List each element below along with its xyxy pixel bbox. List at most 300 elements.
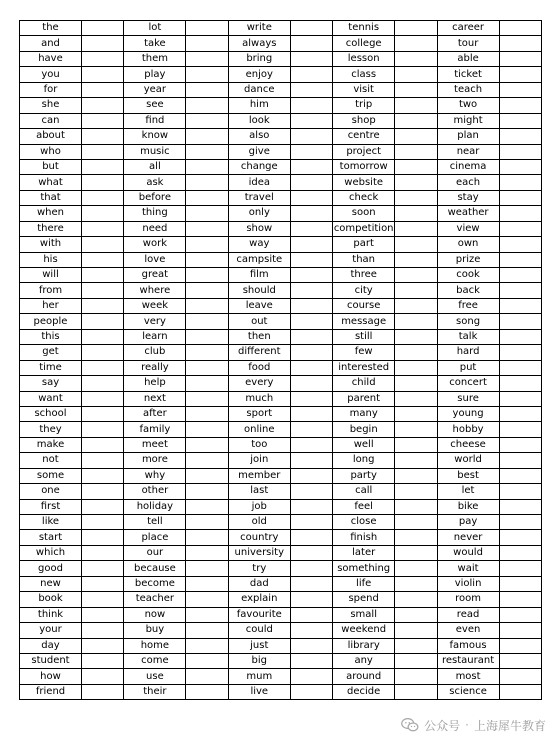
word-list-table [19, 20, 542, 700]
answer-cell [395, 98, 437, 113]
answer-cell [499, 391, 541, 406]
word-cell: one [20, 484, 82, 499]
answer-cell [499, 530, 541, 545]
answer-cell [290, 98, 332, 113]
answer-cell [82, 329, 124, 344]
answer-cell [499, 422, 541, 437]
word-cell: him [228, 98, 290, 113]
word-cell: visit [333, 82, 395, 97]
answer-cell [82, 36, 124, 51]
word-cell: ask [124, 175, 186, 190]
answer-cell [82, 561, 124, 576]
answer-cell [499, 576, 541, 591]
answer-cell [499, 206, 541, 221]
word-cell: great [124, 268, 186, 283]
answer-cell [82, 298, 124, 313]
answer-cell [395, 129, 437, 144]
word-cell: not [20, 453, 82, 468]
word-cell: come [124, 653, 186, 668]
word-cell: pay [437, 515, 499, 530]
word-cell: day [20, 638, 82, 653]
answer-cell [82, 175, 124, 190]
word-cell: play [124, 67, 186, 82]
word-cell: week [124, 298, 186, 313]
word-cell: message [333, 314, 395, 329]
word-cell: few [333, 345, 395, 360]
word-cell: able [437, 51, 499, 66]
answer-cell [499, 468, 541, 483]
answer-cell [290, 175, 332, 190]
watermark-account: 上海犀牛教育 [473, 718, 546, 733]
word-cell: check [333, 190, 395, 205]
table-row [20, 283, 542, 298]
word-cell: would [437, 545, 499, 560]
word-cell: tennis [333, 21, 395, 36]
word-cell: plan [437, 129, 499, 144]
answer-cell [395, 484, 437, 499]
answer-cell [395, 206, 437, 221]
answer-cell [499, 159, 541, 174]
word-cell: later [333, 545, 395, 560]
table-row [20, 684, 542, 699]
word-cell: three [333, 268, 395, 283]
answer-cell [395, 252, 437, 267]
word-cell: her [20, 298, 82, 313]
answer-cell [499, 653, 541, 668]
answer-cell [186, 190, 228, 205]
answer-cell [499, 684, 541, 699]
answer-cell [499, 592, 541, 607]
answer-cell [82, 113, 124, 128]
answer-cell [395, 607, 437, 622]
word-cell: country [228, 530, 290, 545]
word-cell: young [437, 406, 499, 421]
answer-cell [290, 530, 332, 545]
word-cell: restaurant [437, 653, 499, 668]
word-cell: long [333, 453, 395, 468]
word-cell: family [124, 422, 186, 437]
word-cell: wait [437, 561, 499, 576]
answer-cell [186, 283, 228, 298]
word-cell: child [333, 376, 395, 391]
table-row [20, 21, 542, 36]
table-row [20, 67, 542, 82]
answer-cell [499, 561, 541, 576]
word-cell: that [20, 190, 82, 205]
word-cell: free [437, 298, 499, 313]
answer-cell [186, 82, 228, 97]
word-cell: need [124, 221, 186, 236]
answer-cell [395, 684, 437, 699]
word-cell: party [333, 468, 395, 483]
answer-cell [186, 360, 228, 375]
word-cell: all [124, 159, 186, 174]
answer-cell [395, 36, 437, 51]
answer-cell [395, 592, 437, 607]
word-cell: member [228, 468, 290, 483]
word-cell: cinema [437, 159, 499, 174]
answer-cell [290, 113, 332, 128]
word-cell: always [228, 36, 290, 51]
answer-cell [290, 484, 332, 499]
answer-cell [499, 484, 541, 499]
word-cell: should [228, 283, 290, 298]
answer-cell [395, 453, 437, 468]
answer-cell [290, 345, 332, 360]
word-cell: she [20, 98, 82, 113]
answer-cell [395, 283, 437, 298]
wechat-icon [401, 717, 419, 733]
word-cell: campsite [228, 252, 290, 267]
table-row [20, 376, 542, 391]
word-cell: begin [333, 422, 395, 437]
word-cell: look [228, 113, 290, 128]
word-cell: most [437, 669, 499, 684]
table-row [20, 530, 542, 545]
answer-cell [499, 298, 541, 313]
answer-cell [290, 329, 332, 344]
word-cell: bring [228, 51, 290, 66]
table-row [20, 515, 542, 530]
table-row [20, 561, 542, 576]
word-cell: help [124, 376, 186, 391]
word-cell: last [228, 484, 290, 499]
word-cell: book [20, 592, 82, 607]
answer-cell [395, 515, 437, 530]
word-cell: something [333, 561, 395, 576]
answer-cell [290, 237, 332, 252]
answer-cell [186, 252, 228, 267]
answer-cell [499, 252, 541, 267]
word-cell: teacher [124, 592, 186, 607]
word-cell: his [20, 252, 82, 267]
answer-cell [499, 36, 541, 51]
answer-cell [82, 252, 124, 267]
word-cell: teach [437, 82, 499, 97]
answer-cell [395, 422, 437, 437]
word-cell: from [20, 283, 82, 298]
answer-cell [186, 437, 228, 452]
word-cell: class [333, 67, 395, 82]
answer-cell [290, 67, 332, 82]
word-cell: call [333, 484, 395, 499]
word-cell: explain [228, 592, 290, 607]
word-cell: will [20, 268, 82, 283]
answer-cell [499, 113, 541, 128]
word-cell: too [228, 437, 290, 452]
answer-cell [186, 67, 228, 82]
answer-cell [186, 206, 228, 221]
table-row [20, 484, 542, 499]
answer-cell [290, 653, 332, 668]
answer-cell [82, 607, 124, 622]
word-cell: sure [437, 391, 499, 406]
word-cell: much [228, 391, 290, 406]
answer-cell [499, 268, 541, 283]
word-cell: with [20, 237, 82, 252]
word-cell: dad [228, 576, 290, 591]
word-cell: way [228, 237, 290, 252]
answer-cell [395, 159, 437, 174]
answer-cell [290, 576, 332, 591]
word-cell: old [228, 515, 290, 530]
answer-cell [186, 98, 228, 113]
answer-cell [290, 515, 332, 530]
word-cell: who [20, 144, 82, 159]
word-cell: you [20, 67, 82, 82]
word-cell: centre [333, 129, 395, 144]
answer-cell [499, 67, 541, 82]
word-cell: next [124, 391, 186, 406]
answer-cell [290, 638, 332, 653]
word-cell: more [124, 453, 186, 468]
word-cell: room [437, 592, 499, 607]
answer-cell [82, 653, 124, 668]
answer-cell [82, 468, 124, 483]
table-row [20, 653, 542, 668]
word-cell: find [124, 113, 186, 128]
answer-cell [290, 376, 332, 391]
word-cell: shop [333, 113, 395, 128]
answer-cell [395, 669, 437, 684]
word-cell: what [20, 175, 82, 190]
word-cell: student [20, 653, 82, 668]
word-cell: cook [437, 268, 499, 283]
answer-cell [186, 484, 228, 499]
answer-cell [186, 391, 228, 406]
answer-cell [499, 144, 541, 159]
table-row [20, 576, 542, 591]
answer-cell [186, 530, 228, 545]
word-cell: every [228, 376, 290, 391]
answer-cell [290, 21, 332, 36]
answer-cell [186, 21, 228, 36]
answer-cell [499, 345, 541, 360]
table-row [20, 545, 542, 560]
answer-cell [186, 561, 228, 576]
table-row [20, 237, 542, 252]
answer-cell [290, 159, 332, 174]
answer-cell [395, 376, 437, 391]
word-cell: live [228, 684, 290, 699]
answer-cell [290, 268, 332, 283]
word-cell: still [333, 329, 395, 344]
word-cell: than [333, 252, 395, 267]
word-cell: start [20, 530, 82, 545]
word-cell: film [228, 268, 290, 283]
word-cell: school [20, 406, 82, 421]
answer-cell [186, 406, 228, 421]
table-row [20, 51, 542, 66]
word-cell: change [228, 159, 290, 174]
word-cell: good [20, 561, 82, 576]
word-cell: holiday [124, 499, 186, 514]
answer-cell [82, 545, 124, 560]
word-cell: around [333, 669, 395, 684]
table-row [20, 406, 542, 421]
table-row [20, 144, 542, 159]
answer-cell [499, 283, 541, 298]
word-list-body [20, 21, 542, 700]
answer-cell [186, 113, 228, 128]
word-cell: put [437, 360, 499, 375]
answer-cell [82, 530, 124, 545]
answer-cell [395, 360, 437, 375]
answer-cell [290, 422, 332, 437]
word-cell: join [228, 453, 290, 468]
answer-cell [186, 268, 228, 283]
answer-cell [82, 144, 124, 159]
word-cell: bike [437, 499, 499, 514]
table-row [20, 98, 542, 113]
table-row [20, 221, 542, 236]
watermark-label: 公众号 [424, 718, 461, 733]
table-row [20, 36, 542, 51]
answer-cell [395, 113, 437, 128]
word-cell: weekend [333, 623, 395, 638]
answer-cell [395, 298, 437, 313]
answer-cell [82, 684, 124, 699]
answer-cell [395, 653, 437, 668]
word-cell: decide [333, 684, 395, 699]
answer-cell [395, 175, 437, 190]
answer-cell [82, 237, 124, 252]
answer-cell [186, 607, 228, 622]
word-cell: big [228, 653, 290, 668]
answer-cell [395, 21, 437, 36]
answer-cell [82, 391, 124, 406]
word-cell: mum [228, 669, 290, 684]
answer-cell [290, 437, 332, 452]
table-row [20, 592, 542, 607]
word-cell: some [20, 468, 82, 483]
word-cell: which [20, 545, 82, 560]
answer-cell [82, 206, 124, 221]
word-cell: tomorrow [333, 159, 395, 174]
answer-cell [82, 159, 124, 174]
answer-cell [186, 298, 228, 313]
word-cell: also [228, 129, 290, 144]
word-cell: small [333, 607, 395, 622]
answer-cell [82, 268, 124, 283]
answer-cell [186, 499, 228, 514]
word-cell: they [20, 422, 82, 437]
word-cell: tour [437, 36, 499, 51]
word-cell: now [124, 607, 186, 622]
watermark [401, 714, 546, 736]
word-cell: different [228, 345, 290, 360]
word-cell: friend [20, 684, 82, 699]
table-row [20, 623, 542, 638]
word-cell: buy [124, 623, 186, 638]
answer-cell [186, 422, 228, 437]
answer-cell [82, 453, 124, 468]
word-cell: competition [333, 221, 395, 236]
word-cell: love [124, 252, 186, 267]
answer-cell [499, 437, 541, 452]
answer-cell [82, 623, 124, 638]
word-cell: library [333, 638, 395, 653]
answer-cell [395, 67, 437, 82]
answer-cell [186, 175, 228, 190]
answer-cell [186, 159, 228, 174]
answer-cell [290, 561, 332, 576]
word-cell: our [124, 545, 186, 560]
answer-cell [499, 376, 541, 391]
word-cell: write [228, 21, 290, 36]
word-cell: many [333, 406, 395, 421]
word-cell: lot [124, 21, 186, 36]
answer-cell [82, 51, 124, 66]
answer-cell [499, 607, 541, 622]
word-cell: prize [437, 252, 499, 267]
answer-cell [395, 51, 437, 66]
answer-cell [186, 129, 228, 144]
word-cell: career [437, 21, 499, 36]
word-cell: spend [333, 592, 395, 607]
table-row [20, 298, 542, 313]
word-cell: might [437, 113, 499, 128]
answer-cell [290, 298, 332, 313]
answer-cell [82, 376, 124, 391]
word-cell: stay [437, 190, 499, 205]
answer-cell [395, 638, 437, 653]
word-cell: course [333, 298, 395, 313]
answer-cell [186, 576, 228, 591]
answer-cell [290, 283, 332, 298]
answer-cell [395, 144, 437, 159]
word-cell: learn [124, 329, 186, 344]
word-cell: cheese [437, 437, 499, 452]
answer-cell [290, 129, 332, 144]
word-cell: trip [333, 98, 395, 113]
word-cell: after [124, 406, 186, 421]
answer-cell [186, 314, 228, 329]
word-cell: science [437, 684, 499, 699]
word-cell: view [437, 221, 499, 236]
word-cell: why [124, 468, 186, 483]
word-cell: the [20, 21, 82, 36]
word-cell: well [333, 437, 395, 452]
answer-cell [186, 684, 228, 699]
answer-cell [290, 623, 332, 638]
word-cell: ticket [437, 67, 499, 82]
answer-cell [395, 623, 437, 638]
answer-cell [186, 623, 228, 638]
word-cell: part [333, 237, 395, 252]
answer-cell [499, 82, 541, 97]
word-cell: parent [333, 391, 395, 406]
answer-cell [290, 82, 332, 97]
word-cell: read [437, 607, 499, 622]
answer-cell [186, 221, 228, 236]
word-cell: about [20, 129, 82, 144]
word-cell: violin [437, 576, 499, 591]
answer-cell [186, 468, 228, 483]
word-cell: out [228, 314, 290, 329]
answer-cell [82, 437, 124, 452]
answer-cell [290, 252, 332, 267]
answer-cell [82, 221, 124, 236]
answer-cell [290, 545, 332, 560]
answer-cell [82, 98, 124, 113]
answer-cell [82, 515, 124, 530]
word-cell: each [437, 175, 499, 190]
word-cell: before [124, 190, 186, 205]
word-cell: tell [124, 515, 186, 530]
word-cell: take [124, 36, 186, 51]
word-cell: college [333, 36, 395, 51]
